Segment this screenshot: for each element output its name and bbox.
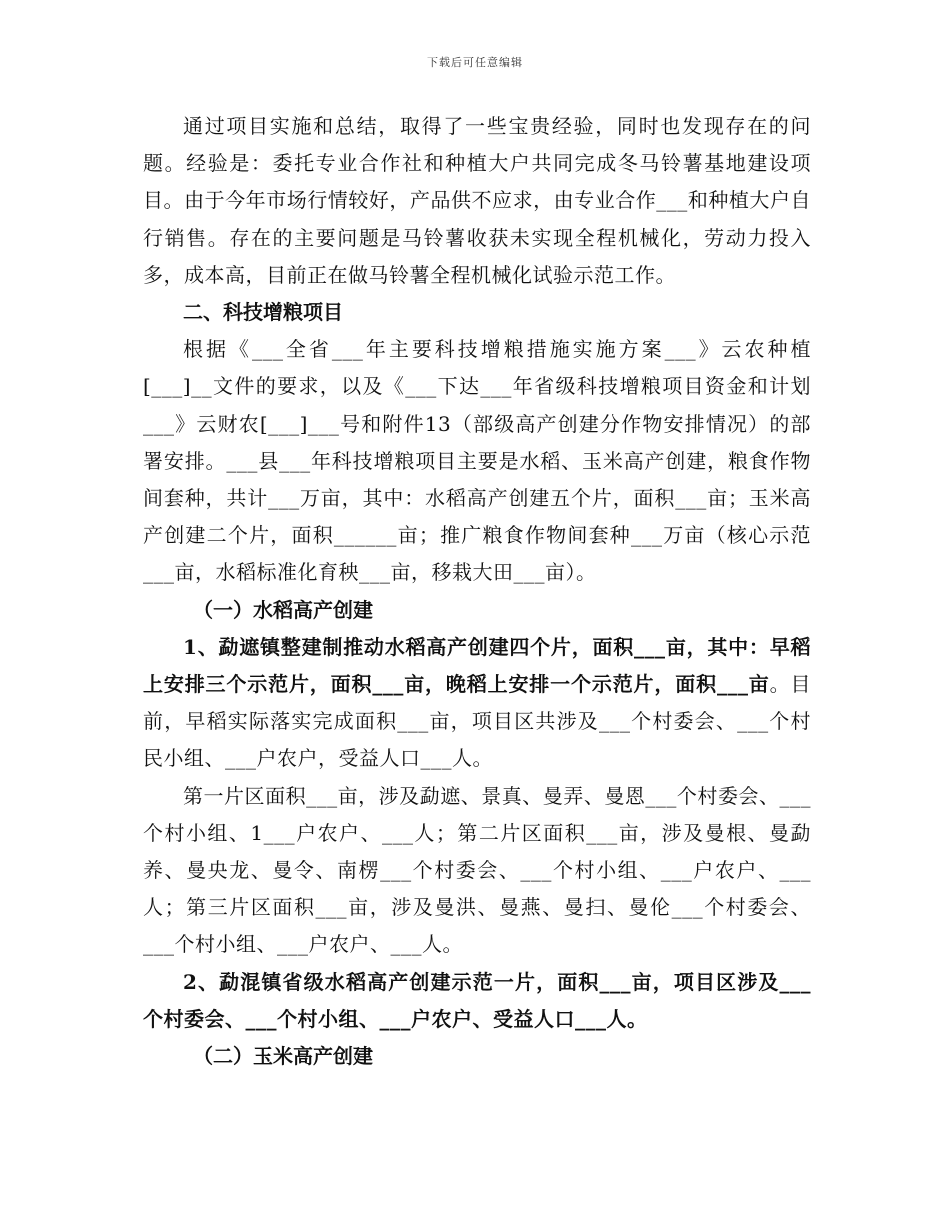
subheading-corn: （二）玉米高产创建 [193, 1044, 373, 1069]
paragraph-experience: 通过项目实施和总结，取得了一些宝贵经验，同时也发现存在的问题。经验是：委托专业合作社和种植大户共同完成冬马铃薯基地建设项目。由于今年市场行情较好，产品供不应求，由专业合作___和种植大户自行销售。存在的主要问题是马铃薯收获未实现全程机械化，劳动力投入多，成本高，目前正在做马铃薯全程机械化试验示范工作。 [143, 114, 811, 287]
paragraph-menghun: 2、勐混镇省级水稻高产创建示范一片，面积___亩，项目区涉及___个村委会、___个村小组、___户农户、受益人口___人。 [143, 969, 811, 1031]
document-body [143, 108, 811, 1075]
paragraph-basis: 根据《___全省___年主要科技增粮措施实施方案___》云农种植[___]__文件的要求，以及《___下达___年省级科技增粮项目资金和计划___》云财农[___]___号和附件13（部级高产创建分作物安排情况）的部署安排。___县___年科技增粮项目主要是水稻、玉米高产创建，粮食作物间套种，共计___万亩，其中：水稻高产创建五个片，面积___亩；玉米高产创建二个片，面积______亩；推广粮食作物间套种___万亩（核心示范___亩，水稻标准化育秧___亩，移栽大田___亩）。 [143, 337, 811, 585]
paragraph-mengzhe [143, 629, 811, 778]
paragraph-areas: 第一片区面积___亩，涉及勐遮、景真、曼弄、曼恩___个村委会、___个村小组、1___户农户、___人；第二片区面积___亩，涉及曼根、曼勐养、曼央龙、曼令、南楞___个村委会、___个村小组、___户农户、___人；第三片区面积___亩，涉及曼洪、曼燕、曼扫、曼伦___个村委会、___个村小组、___户农户、___人。 [143, 783, 811, 957]
page-header-note: 下载后可任意编辑 [427, 56, 523, 69]
section-heading-tech-grain: 二、科技增粮项目 [183, 300, 343, 325]
subheading-rice: （一）水稻高产创建 [193, 597, 373, 622]
paragraph-mengzhe-rest: 。目前，早稻实际落实完成面积___亩，项目区共涉及___个村委会、___个村民小组、___户农户，受益人口___人。 [143, 672, 812, 771]
paragraph-mengzhe-lead: 1、勐遮镇整建制推动水稻高产创建四个片，面积___亩，其中：早稻上安排三个示范片，面积___亩，晚稻上安排一个示范片，面积___亩 [143, 634, 811, 697]
